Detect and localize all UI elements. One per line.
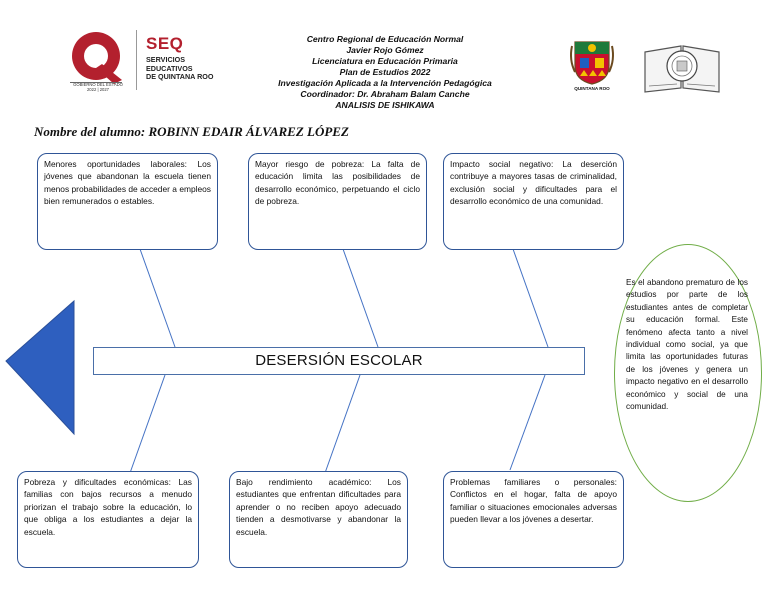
bone-line xyxy=(130,375,165,473)
fish-head xyxy=(6,301,74,434)
seq-line: DE QUINTANA ROO xyxy=(146,72,214,81)
header-line: Licenciatura en Educación Primaria xyxy=(312,56,458,66)
seq-line: SERVICIOS xyxy=(146,55,186,64)
definition-text: Es el abandono prematuro de los estudios por parte de los estudiantes antes de completar su educación formal. Este fenómeno afecta tanto a nivel individual como social, ya que limita las oportunidades futuras de los jóvenes y genera un impacto negativo en el desarrollo económico y social de una comunidad. xyxy=(626,278,748,412)
header-line: Investigación Aplicada a la Intervención Pedagógica xyxy=(278,78,492,88)
bone-line xyxy=(140,249,175,347)
qroo-caption: QUINTANA ROO xyxy=(574,86,610,91)
cause-box: Impacto social negativo: La deserción contribuye a mayores tasas de criminalidad, exclusión social y dificultades para el desarrollo económico de una comunidad. xyxy=(443,153,624,250)
header-line: Javier Rojo Gómez xyxy=(346,45,424,55)
bone-line xyxy=(510,375,545,470)
header-line: Coordinador: Dr. Abraham Balam Canche xyxy=(300,89,470,99)
bone-line xyxy=(513,249,548,347)
header-line: ANALISIS DE ISHIKAWA xyxy=(335,100,435,110)
cause-box: Pobreza y dificultades económicas: Las familias con bajos recursos a menudo priorizan el trabajo sobre la educación, lo que obliga a los estudiantes a dejar la escuela. xyxy=(17,471,199,568)
seq-line: EDUCATIVOS xyxy=(146,63,193,73)
cause-box: Problemas familiares o personales: Conflictos en el hogar, falta de apoyo familiar o situaciones emocionales adversas pueden llevar a los jóvenes a desertar. xyxy=(443,471,624,568)
header-line: Centro Regional de Educación Normal xyxy=(306,34,464,44)
problem-spine: DESERSIÓN ESCOLAR xyxy=(93,347,585,375)
header-line: Plan de Estudios 2022 xyxy=(339,67,431,77)
bone-line xyxy=(325,375,360,473)
cause-box: Bajo rendimiento académico: Los estudiantes que enfrentan dificultades para aprender o no reciben apoyo adecuado tienden a desmotivarse y abandonar la escuela. xyxy=(229,471,408,568)
q-logo-caption: GOBIERNO DEL ESTADO 2022 | 2027 xyxy=(73,82,123,92)
seq-brand: SEQ xyxy=(146,34,184,53)
student-name: Nombre del alumno: ROBINN EDAIR ÁLVAREZ LÓPEZ xyxy=(34,124,349,139)
cause-box: Menores oportunidades laborales: Los jóvenes que abandonan la escuela tienen menos probabilidades de acceder a empleos bien remunerados o estables. xyxy=(37,153,218,250)
bone-line xyxy=(343,249,378,347)
cause-box: Mayor riesgo de pobreza: La falta de educación limita las posibilidades de desarrollo económico, perpetuando el ciclo de pobreza. xyxy=(248,153,427,250)
